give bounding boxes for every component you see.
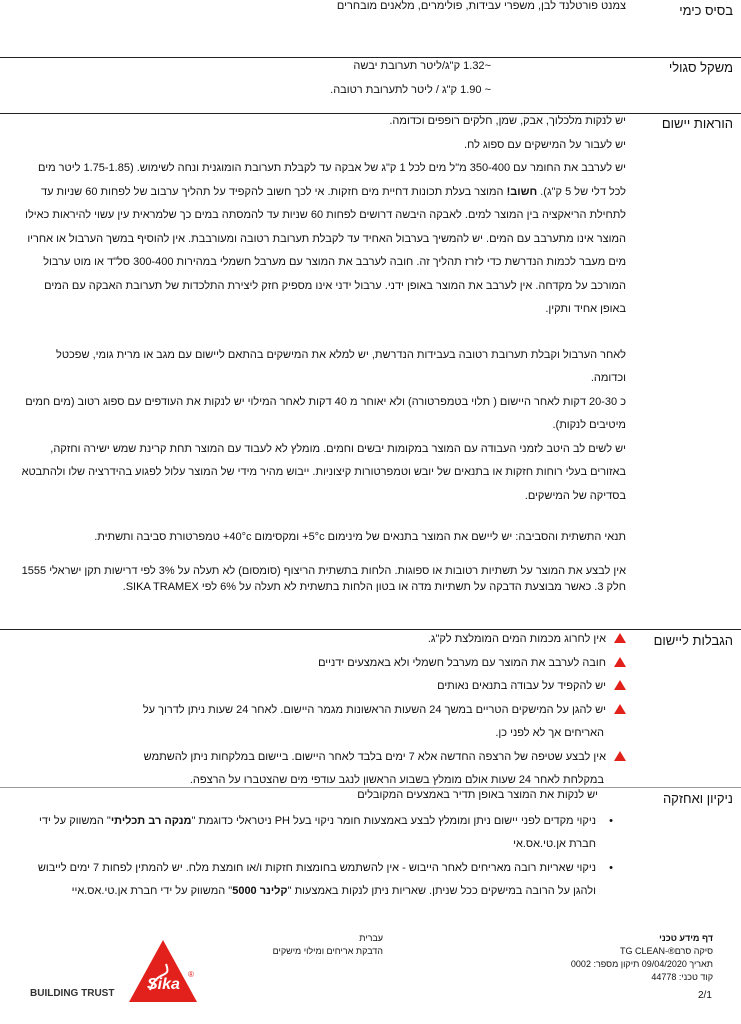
list-item: • ניקוי שאריות רובה מאריחים לאחר הייבוש - אין להשתמש בחומצות חזקות ו/או חומצת מלח. יש להמתין לפחות 7 ימים לייבוש ולהגן על הרובה במישקים ככל שניתן. שאריות ניתן לנקות באמצעות "קלינר 5000" המשווק על ידי חברת אן.טי.אס.איי (18, 857, 626, 904)
sika-logo: Sika ® (128, 940, 198, 1002)
application-p5: כ 20-30 דקות לאחר היישום ( תלוי בטמפרטורה) ולא יאוחר מ 40 דקות לאחר המילוי יש לנקות את העודפים עם ספוג רטוב (מים חמים מיטיבים לנקות). (25, 395, 626, 431)
category: הדבקת אריחים ומילוי מישקים (272, 946, 383, 956)
limitation-item: אין לחרוג מכמות המים המומלצת לק"ג. (18, 628, 626, 652)
application-p3: יש לערבב את החומר עם 350-400 מ"ל מים לכל 1 ק"ג של אבקה עד לקבלת תערובת הומוגנית ונחה לשימוש. (1.75-1.85 ליטר מים לכל דלי של 5 ק"ג). חשוב! המוצר בעלת תכונות דחיית מים חזקות. אי לכך חשוב להקפיד על תהליך ערבוב של לפחות 60 שניות עד לתחילת הריאקציה בין המוצר למים. לאבקה היבשה דרושים לפחות 60 שניות עד להמסתה במים כך שלמראית עין עשוי להיראות כאילו המוצר אינו מתערבב עם המים. יש להמשיך בערבול האחיד עד לקבלת תערובת רטובה ומעורבבת. אין להוסיף במשך הערבול או אחריו מים מעבר לכמות הנדרשת כדי לזרז תהליך זה. חובה לערבב את המוצר עם מערבל חשמלי במהירות 300-400 סל"ד או מוט ערבול המורכב על מקדחה. אין לערבב את המוצר באופן ידני. ערבול ידני אינו מספיק חזק ליצירת התלכדות של תערובת האבקה עם המים באופן אחיד ותקין. (25, 162, 626, 315)
warning-triangle-icon (614, 657, 626, 667)
technical-code: קוד טכני: 44778 (651, 972, 713, 982)
application-text (18, 110, 626, 595)
important-note: חשוב! (506, 185, 538, 198)
doc-type: דף מידע טכני (659, 933, 713, 943)
warning-triangle-icon (614, 704, 626, 714)
label-specific-weight: משקל סגולי (668, 60, 733, 75)
warning-triangle-icon (614, 751, 626, 761)
application-p1: יש לנקות מלכלוך, אבק, שמן, חלקים רופפים וכדומה. (389, 115, 626, 127)
limitations-list (18, 628, 626, 793)
limitation-item: יש להגן על המישקים הטריים במשך 24 השעות הראשונות מגמר היישום. לאחר 24 שעות ניתן לדרוך על האריחים אך לא לפני כן. (18, 699, 626, 746)
footer-category (183, 932, 383, 958)
specific-weight-dry: ~1.32 ק"ג/ליטר תערובת יבשה (353, 60, 491, 72)
cleaning-text (18, 784, 626, 904)
list-item: • ניקוי מקדים לפני יישום ניתן ומומלץ לבצע באמצעות חומר ניקוי בעל PH ניטראלי כדוגמת "מנקה רב תכליתי" המשווק על ידי חברת אן.טי.אס.אי (18, 810, 626, 857)
label-cleaning: ניקיון ואחזקה (662, 791, 733, 806)
application-p6: יש לשים לב היטב לזמני העבודה עם המוצר במקומות יבשים וחמים. מומלץ לא לעבוד עם המוצר תחת קרינת שמש ישירה וחזקה, באזורים בעלי רוחות חזקות או בתנאים של יובש וטמפרטורות קיצוניות. ייבוש מהיר מידי של המוצר עלול לפגוע בהידרציה שלו ולהתבטא בסדיקה של המישקים. (21, 442, 626, 502)
bullet-icon: • (609, 861, 613, 874)
application-p2: יש לעבור על המישקים עם ספוג לח. (464, 138, 626, 151)
application-p8: אין לבצע את המוצר על תשתיות רטובות או ספוגות. הלחות בתשתית הריצוף (סומסום) לא תעלה על 3% לפי דרישות תקן ישראלי 1555 חלק 3. כאשר מבוצעת הדבקה על תשתיות מדה או בטון הלחות בתשתית לא תעלה על 6% לפי SIKA TRAMEX. (21, 565, 626, 593)
application-p7: תנאי התשתית והסביבה: יש ליישם את המוצר בתנאים של מינימום 5°c+ ומקסימום 40°c+ טמפרטורת סביבה ותשתית. (94, 531, 626, 543)
bullet-icon: • (609, 814, 613, 827)
warning-triangle-icon (614, 680, 626, 690)
label-limitations: הגבלות ליישום (653, 633, 733, 648)
label-application: הוראות יישום (661, 116, 733, 131)
chemical-base-text: צמנט פורטלנד לבן, משפרי עבידות, פולימרים, מלאנים מובחרים (336, 0, 626, 12)
footer-product-info (533, 932, 713, 984)
product-name: סיקה סרם®-TG CLEAN (620, 946, 713, 956)
cleaning-intro: יש לנקות את המוצר באופן תדיר באמצעים המקובלים (357, 789, 598, 801)
limitation-item: חובה לערבב את המוצר עם מערבל חשמלי ולא באמצעים ידניים (18, 652, 626, 676)
date-line: תאריך 09/04/2020 תיקון מספר: 0002 (570, 959, 713, 969)
label-chemical-base: בסיס כימי (679, 3, 733, 18)
application-p4: לאחר הערבול וקבלת תערובת רטובה בעבידות הנדרשת, יש למלא את המישקים בהתאם ליישום עם מגב או מרית גומי, שפכטל וכדומה. (56, 348, 626, 384)
limitation-item: אין לבצע שטיפה של הרצפה החדשה אלא 7 ימים בלבד לאחר היישום. ביישום במלקחות ניתן להשתמש במקלחת לאחר 24 שעות אולם מומלץ בשבוע הראשון לנגב עודפי מים שהצטברו על הרצפה. (18, 746, 626, 793)
page-number: 2/1 (698, 990, 712, 1001)
specific-weight-wet: ~ 1.90 ק"ג / ליטר לתערובת רטובה. (330, 84, 491, 96)
limitation-item: יש להקפיד על עבודה בתנאים נאותים (18, 675, 626, 699)
language: עברית (359, 933, 383, 943)
specific-weight-text (191, 54, 491, 102)
brand-slogan: BUILDING TRUST (30, 988, 115, 999)
warning-triangle-icon (614, 633, 626, 643)
